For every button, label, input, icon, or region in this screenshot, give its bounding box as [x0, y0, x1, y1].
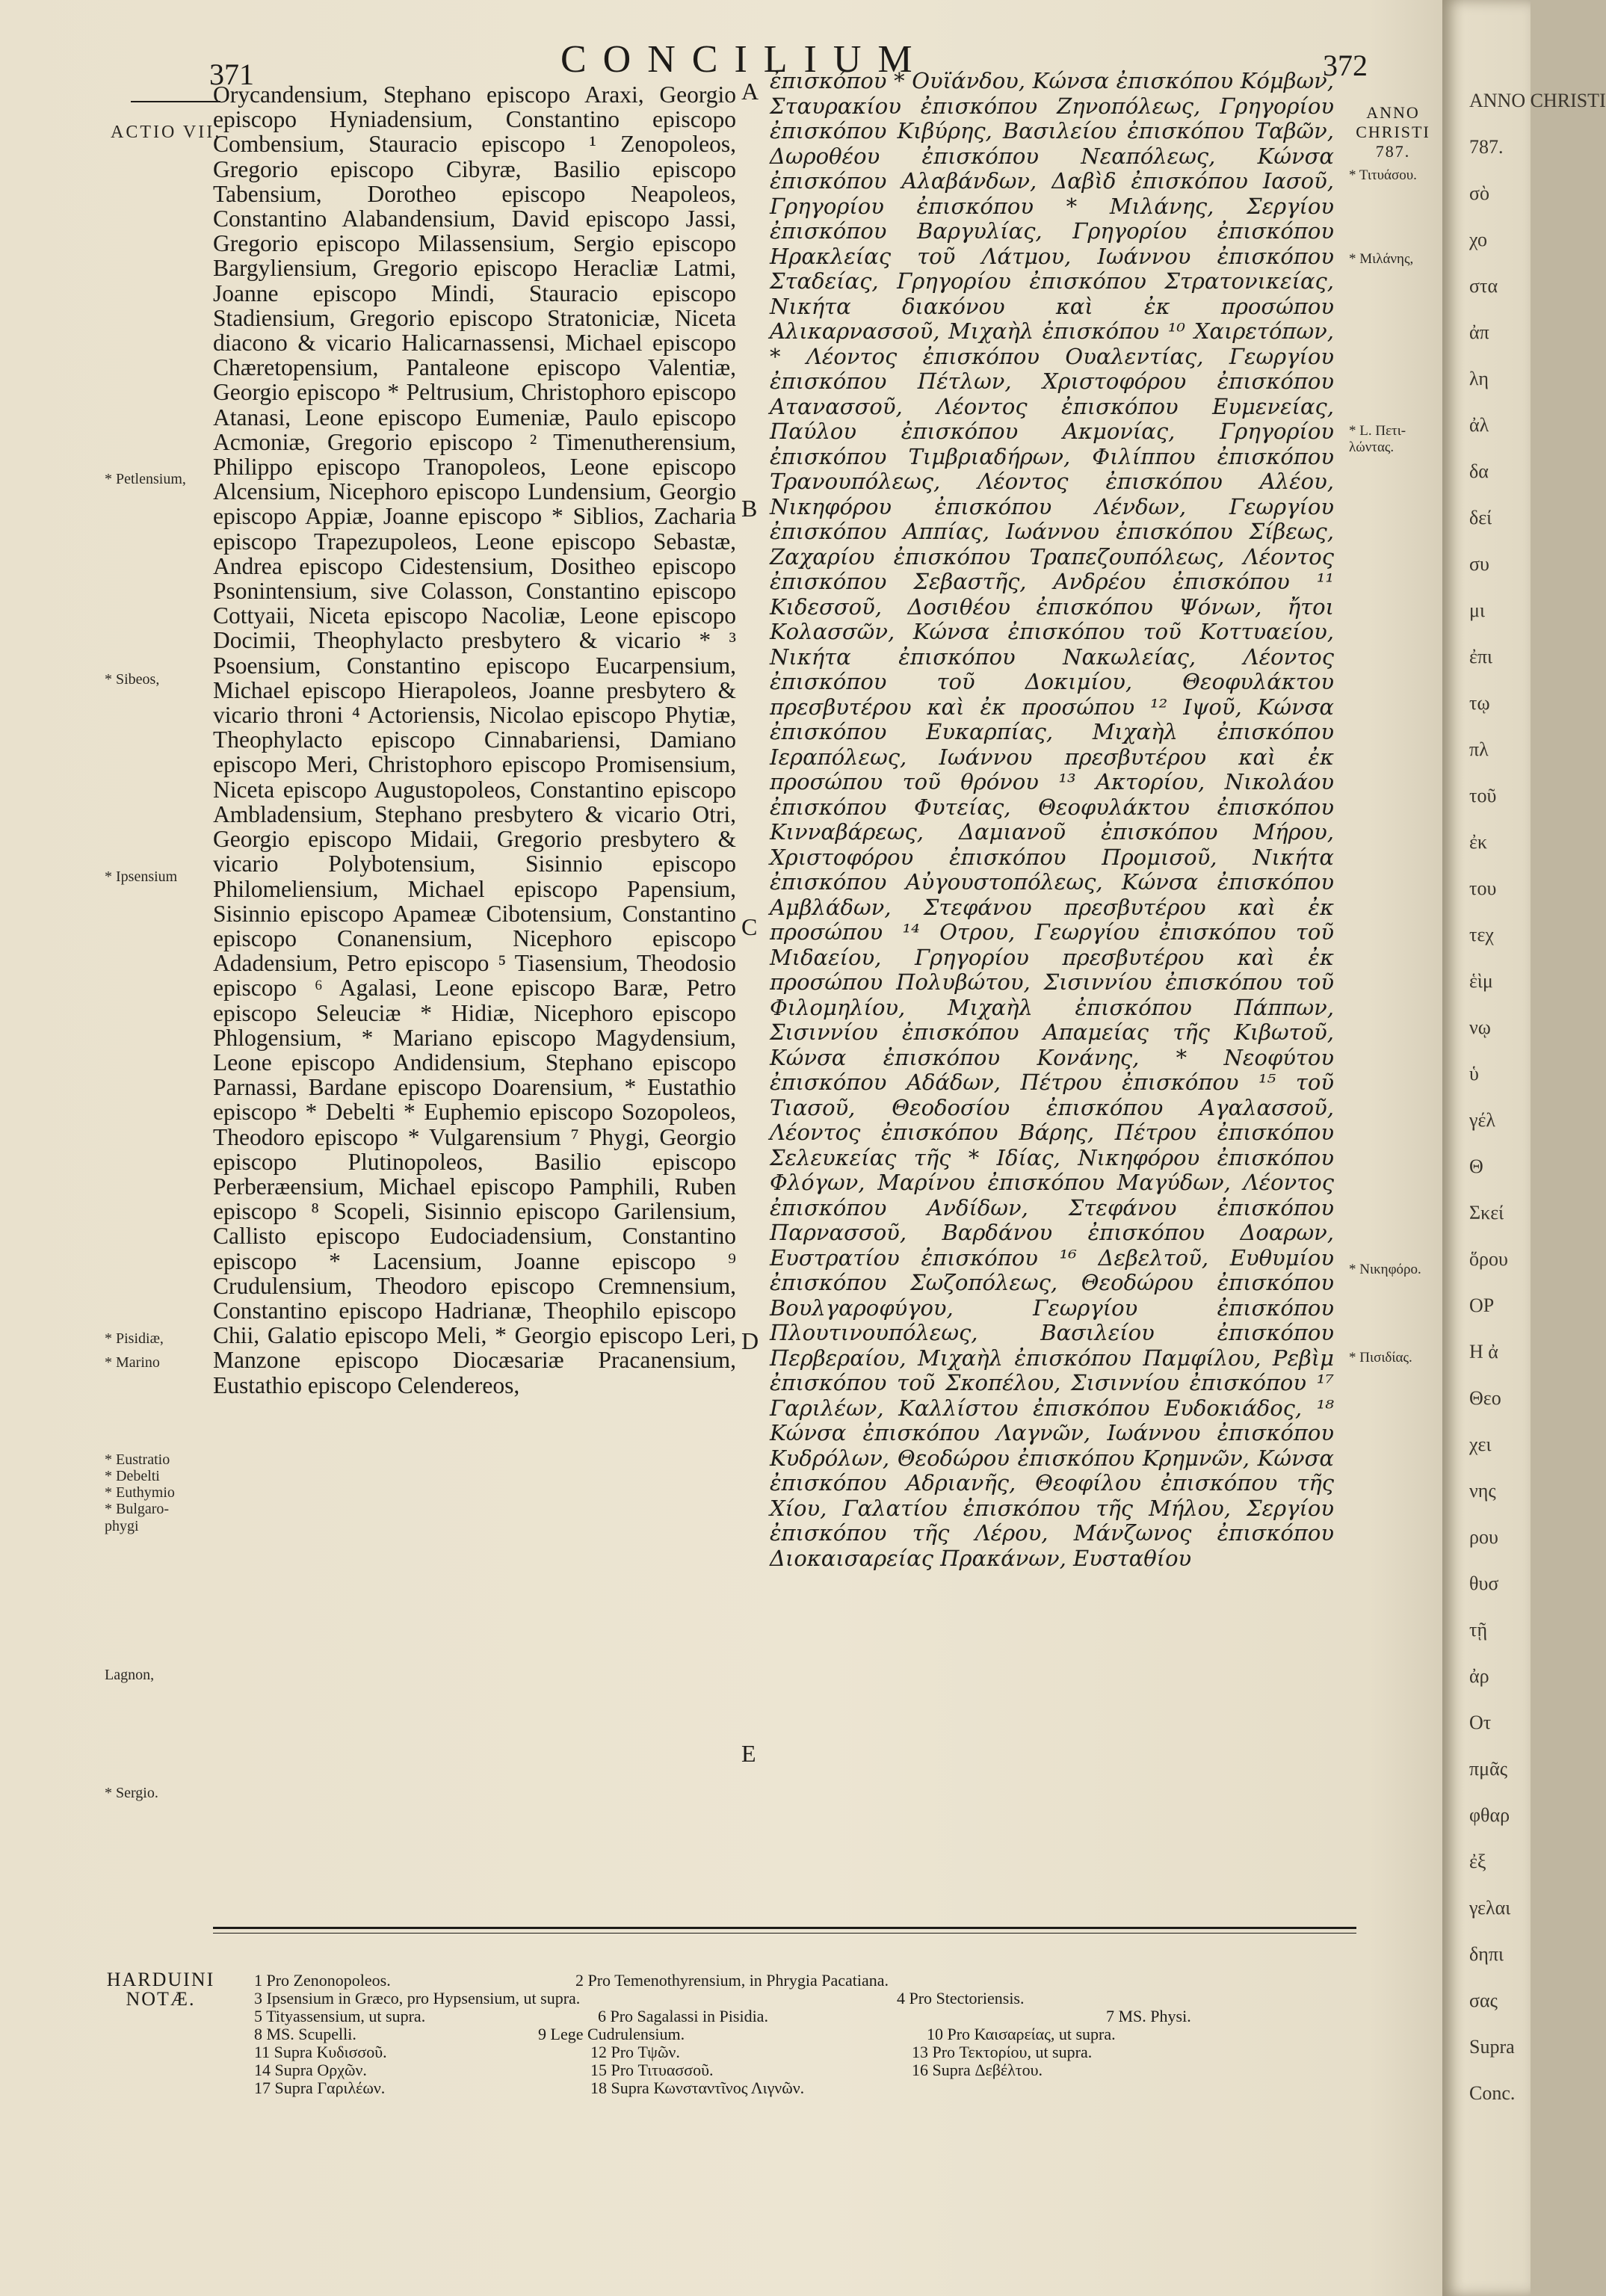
margin-note: * Ipsensium	[105, 868, 178, 885]
margin-note: * Marino	[105, 1354, 160, 1371]
right-page-number: 372	[1323, 49, 1368, 82]
footnotes-label-line: NOTÆ.	[126, 1988, 196, 2010]
facing-page-fragment: τῇ	[1469, 1619, 1488, 1641]
margin-note: * Bulgaro-phygi	[105, 1501, 170, 1534]
facing-page-fragment: 787.	[1469, 136, 1504, 158]
section-letter: B	[741, 495, 758, 522]
facing-page-fragment: ἀρ	[1469, 1665, 1489, 1687]
year-label: 787.	[1375, 142, 1411, 161]
facing-page-fragment: Supra	[1469, 2036, 1515, 2058]
footnote: 4 Pro Stectoriensis.	[897, 1989, 1025, 2008]
footnote: 1 Pro Zenonopoleos.	[254, 1971, 391, 1990]
facing-page-fragment: χο	[1469, 229, 1487, 250]
facing-page-fragment: πμᾶς	[1469, 1758, 1507, 1780]
facing-page-fragment: τεχ	[1469, 924, 1494, 945]
facing-page-fragment: λη	[1469, 368, 1489, 389]
greek-column	[770, 69, 1334, 1571]
anno-christi-box	[1351, 103, 1435, 161]
footnote: 8 MS. Scupelli.	[254, 2025, 356, 2043]
footnote: 9 Lege Cudrulensium.	[538, 2025, 685, 2043]
facing-page-fragment: γελαι	[1469, 1897, 1511, 1919]
section-letter: E	[741, 1740, 756, 1767]
footnote: 16 Supra Δεβέλτου.	[912, 2061, 1043, 2079]
facing-page-fragment: ΟΡ	[1469, 1294, 1495, 1316]
margin-note: * Νικηφόρο.	[1349, 1262, 1421, 1277]
footnote: 17 Supra Γαριλέων.	[254, 2079, 386, 2097]
facing-page-fragment: ρου	[1469, 1526, 1498, 1548]
margin-note: * Eustratio	[105, 1451, 170, 1468]
facing-page-fragment: δεί	[1469, 507, 1492, 528]
acta-label: ACTIO VII.	[111, 123, 222, 142]
section-letter: C	[741, 913, 758, 940]
margin-note: * Euthymio	[105, 1484, 175, 1501]
footnote: 6 Pro Sagalassi in Pisidia.	[598, 2007, 768, 2025]
margin-note: * Pisidiæ,	[105, 1330, 164, 1347]
facing-page-fragment: ἐκ	[1469, 831, 1488, 853]
margin-note: * L. Πετι-λώντας.	[1349, 423, 1406, 455]
facing-page-fragment: πλ	[1469, 738, 1489, 760]
facing-page-fragment: νης	[1469, 1480, 1496, 1502]
footnote: 11 Supra Κυδισσοῦ.	[254, 2043, 387, 2061]
facing-page-fragment: τῳ	[1469, 692, 1490, 714]
margin-note: Lagnon,	[105, 1667, 155, 1683]
footnote: 2 Pro Temenothyrensium, in Phrygia Pacatiana.	[575, 1971, 889, 1990]
facing-page-fragment: μι	[1469, 599, 1485, 621]
footnotes-label-line: HARDUINI	[106, 1969, 215, 1990]
facing-page-fragment: ὅρου	[1469, 1248, 1508, 1270]
facing-page-fragment: ἀπ	[1469, 321, 1489, 343]
facing-page-fragment: ἑὶμ	[1469, 970, 1493, 992]
margin-note: * Sibeos,	[105, 671, 160, 688]
christi-label: CHRISTI	[1356, 123, 1430, 141]
facing-page-fragment: Θεο	[1469, 1387, 1501, 1409]
facing-page-fragment: ἐπι	[1469, 646, 1493, 667]
left-page-number: 371	[209, 58, 254, 91]
facing-page-fragment: ὑ	[1469, 1063, 1479, 1084]
facing-page-fragment: ANNO CHRISTI	[1469, 90, 1606, 111]
footnote: 13 Pro Τεκτορίου, ut supra.	[912, 2043, 1093, 2061]
section-letter: A	[741, 78, 759, 105]
facing-page-fragment: δα	[1469, 460, 1489, 482]
facing-page-fragment: Σκεί	[1469, 1202, 1504, 1223]
margin-note: * Μιλάνης,	[1349, 251, 1414, 267]
header-rule	[131, 101, 220, 102]
greek-text: ἐπισκόπου * Ουϊάνδου, Κώνσα ἐπισκόπου Κόμβων, Σταυρακίου ἐπισκόπου Ζηνοπόλεως, Γρηγορίου ἐπισκόπου Κιβύρης, Βασιλείου ἐπισκόπου Ταβῶν, Δωροθέου ἐπισκόπου Νεαπόλεως, Κώνσα ἐπισκόπου Αλαβάνδων, Δαβὶδ ἐπισκόπου Ιασοῦ, Γρηγορίου ἐπισκόπου * Μιλάνης, Σεργίου ἐπισκόπου Βαργυλίας, Γρηγορίου ἐπισκόπου Ηρακλείας τοῦ Λάτμου, Ιωάννου ἐπισκόπου Σταδείας, Γρηγορίου ἐπισκόπου Στρατονικείας, Νικήτα διακόνου καὶ ἐκ προσώπου Αλικαρνασσοῦ, Μιχαὴλ ἐπισκόπου ¹⁰ Χαιρετόπων, * Λέοντος ἐπισκόπου Ουαλεντίας, Γεωργίου ἐπισκόπου Πέτλων, Χριστοφόρου ἐπισκόπου Ατανασσοῦ, Λέοντος ἐπισκόπου Ευμενείας, Παύλου ἐπισκόπου Ακμονίας, Γρηγορίου ἐπισκόπου Τιμβριαδήρων, Φιλίππου ἐπισκόπου Τρανουπόλεως, Λέοντος ἐπισκόπου Αλέου, Νικηφόρου ἐπισκόπου Λένδων, Γεωργίου ἐπισκόπου Αππίας, Ιωάννου ἐπισκόπου Σίβεως, Ζαχαρίου ἐπισκόπου Τραπεζουπόλεως, Λέοντος ἐπισκόπου Σεβαστῆς, Ανδρέου ἐπισκόπου ¹¹ Κιδεσσοῦ, Δοσιθέου ἐπισκόπου Ψόνων, ἤτοι Κολασσῶν, Κώνσα ἐπισκόπου τοῦ Κοττυαείου, Νικήτα ἐπισκόπου Νακωλείας, Λέοντος ἐπισκόπου τοῦ Δοκιμίου, Θεοφυλάκτου πρεσβυτέρου καὶ ἐκ προσώπου ¹² Ιψοῦ, Κώνσα ἐπισκόπου Ευκαρπίας, Μιχαὴλ ἐπισκόπου Ιεραπόλεως, Ιωάννου πρεσβυτέρου καὶ ἐκ προσώπου τοῦ θρόνου ¹³ Ακτορίου, Νικολάου ἐπισκόπου Φυτείας, Θεοφυλάκτου ἐπισκόπου Κινναβάρεως, Δαμιανοῦ ἐπισκόπου Μήρου, Χριστοφόρου ἐπισκόπου Προμισοῦ, Νικήτα ἐπισκόπου Αὐγουστοπόλεως, Κώνσα ἐπισκόπου Αμβλάδων, Στεφάνου πρεσβυτέρου καὶ ἐκ προσώπου ¹⁴ Οτρου, Γεωργίου ἐπισκόπου τοῦ Μιδαείου, Γρηγορίου πρεσβυτέρου καὶ ἐκ προσώπου Πολυβώτου, Σισιννίου ἐπισκόπου τοῦ Φιλομηλίου, Μιχαὴλ ἐπισκόπου Πάππων, Σισιννίου ἐπισκόπου Απαμείας τῆς Κιβωτοῦ, Κώνσα ἐπισκόπου Κονάνης, * Νεοφύτου ἐπισκόπου Αδάδων, Πέτρου ἐπισκόπου ¹⁵ τοῦ Τιασοῦ, Θεοδοσίου ἐπισκόπου Αγαλασσοῦ, Λέοντος ἐπισκόπου Βάρης, Πέτρου ἐπισκόπου Σελευκείας τῆς * Ιδίας, Νικηφόρου ἐπισκόπου Φλόγων, Μαρίνου ἐπισκόπου Μαγύδων, Λέοντος ἐπισκόπου Ανδίδων, Στεφάνου ἐπισκόπου Παρνασσοῦ, Βαρδάνου ἐπισκόπου Δοαρων, Ευστρατίου ἐπισκόπου ¹⁶ Δεβελτοῦ, Ευθυμίου ἐπισκόπου Σωζοπόλεως, Θεοδώρου ἐπισκόπου Βουλγαροφύγου, Γεωργίου ἐπισκόπου Πλουτινουπόλεως, Βασιλείου ἐπισκόπου Περβεραίου, Μιχαὴλ ἐπισκόπου Παμφίλου, Ρεβὶμ ἐπισκόπου τοῦ Σκοπέλου, Σισιννίου ἐπισκόπου ¹⁷ Γαριλέων, Καλλίστου ἐπισκόπου Ευδοκιάδος, ¹⁸ Κώνσα ἐπισκόπου Λαγνῶν, Ιωάννου ἐπισκόπου Κυδρόλων, Θεοδώρου ἐπισκόπου Κρημνῶν, Κώνσα ἐπισκόπου Αδριανῆς, Θεοφίλου ἐπισκόπου τῆς Χίου, Γαλατίου ἐπισκόπου τῆς Μήλου, Σεργίου ἐπισκόπου τῆς Λέρου, Μάνζωνος ἐπισκόπου Διοκαισαρείας Πρακάνων, Ευσταθίου	[770, 68, 1334, 1571]
footnote: 12 Pro Τψῶν.	[590, 2043, 680, 2061]
facing-page-fragment: σὸ	[1469, 182, 1490, 204]
facing-page-fragments	[1442, 90, 1606, 2129]
facing-page-fragment: Conc.	[1469, 2082, 1516, 2104]
facing-page-fragment: του	[1469, 877, 1497, 899]
text-divider-thin	[213, 1933, 1356, 1934]
text-divider	[213, 1927, 1356, 1929]
margin-note: * Sergio.	[105, 1785, 158, 1801]
facing-page-fragment: ἀλ	[1469, 414, 1489, 436]
latin-column	[213, 82, 736, 1398]
facing-page-fragment: χει	[1469, 1434, 1492, 1455]
margin-note: * Debelti	[105, 1468, 160, 1484]
section-letter: D	[741, 1327, 759, 1354]
facing-page-edge	[1442, 0, 1606, 2296]
facing-page-fragment: γέλ	[1469, 1109, 1496, 1131]
facing-page-fragment: σας	[1469, 1990, 1498, 2011]
facing-page-fragment: Οτ	[1469, 1712, 1492, 1733]
facing-page-fragment: Θ	[1469, 1155, 1483, 1177]
facing-page-fragment: δηπι	[1469, 1943, 1504, 1965]
anno-label: ANNO	[1366, 103, 1420, 122]
footnote: 14 Supra Ορχῶν.	[254, 2061, 367, 2079]
running-title: CONCILIUM	[560, 38, 929, 81]
margin-note: * Πισιδίας.	[1349, 1350, 1412, 1365]
latin-text: Orycandensium, Stephano episcopo Araxi, Georgio episcopo Hyniadensium, Constantino episcopo Combensium, Stauracio episcopo ¹ Zenopoleos, Gregorio episcopo Cibyræ, Basilio episcopo Tabensium, Dorotheo episcopo Neapoleos, Constantino Alabandensium, David episcopo Jassi, Gregorio episcopo Milassensium, Sergio episcopo Bargyliensium, Gregorio episcopo Heracliæ Latmi, Joanne episcopo Mindi, Stauracio episcopo Stadiensium, Gregorio episcopo Stratoniciæ, Niceta diacono & vicario Halicarnassensi, Michael episcopo Chæretopensium, Pantaleone episcopo Valentiæ, Georgio episcopo * Peltrusium, Christophoro episcopo Atanasi, Leone episcopo Eumeniæ, Paulo episcopo Acmoniæ, Gregorio episcopo ² Timenutherensium, Philippo episcopo Tranopoleos, Leone episcopo Alcensium, Nicephoro episcopo Lundensium, Georgio episcopo Appiæ, Joanne episcopo * Siblios, Zacharia episcopo Trapezupoleos, Leone episcopo Sebastæ, Andrea episcopo Cidestensium, Dositheo episcopo Psonintensium, sive Colasson, Constantino episcopo Cottyaii, Niceta episcopo Nacoliæ, Leone episcopo Docimii, Theophylacto presbytero & vicario * ³ Psoensium, Constantino episcopo Eucarpensium, Michael episcopo Hierapoleos, Joanne presbytero & vicario throni ⁴ Actoriensis, Nicolao episcopo Phytiæ, Theophylacto episcopo Cinnabariensi, Damiano episcopo Meri, Christophoro episcopo Promisensium, Niceta episcopo Augustopoleos, Constantino episcopo Ambladensium, Stephano presbytero & vicario Otri, Georgio episcopo Midaii, Gregorio presbytero & vicario Polybotensium, Sisinnio episcopo Philomeliensium, Michael episcopo Papensium, Sisinnio episcopo Apameæ Cibotensium, Constantino episcopo Conanensium, Nicephoro episcopo Adadensium, Petro episcopo ⁵ Tiasensium, Theodosio episcopo ⁶ Agalasi, Leone episcopo Baræ, Petro episcopo Seleuciæ * Hidiæ, Nicephoro episcopo Phlogensium, * Mariano episcopo Magydensium, Leone episcopo Andidensium, Stephano episcopo Parnassi, Bardane episcopo Doarensium, * Eustathio episcopo * Debelti * Euphemio episcopo Sozopoleos, Theodoro episcopo * Vulgarensium ⁷ Phygi, Georgio episcopo Plutinopoleos, Basilio episcopo Perberæensium, Michael episcopo Pamphili, Ruben episcopo ⁸ Scopeli, Sisinnio episcopo Garilensium, Callisto episcopo Eudociadensium, Constantino episcopo * Lacensium, Joanne episcopo ⁹ Crudulensium, Theodoro episcopo Cremnensium, Constantino episcopo Hadrianæ, Theophilo episcopo Chii, Galatio episcopo Meli, * Georgio episcopo Leri, Manzone episcopo Diocæsariæ Pracanensium, Eustathio episcopo Celendereos,	[213, 81, 736, 1398]
facing-page-fragment: θυσ	[1469, 1573, 1499, 1594]
facing-page-fragment: Η ἀ	[1469, 1341, 1498, 1363]
facing-page-fragment: νῳ	[1469, 1016, 1491, 1038]
footnotes-label	[105, 1970, 217, 2009]
facing-page-fragment: ἐξ	[1469, 1851, 1486, 1872]
facing-page-fragment: φθαρ	[1469, 1804, 1510, 1826]
facing-page-fragment: συ	[1469, 553, 1489, 575]
footnote: 10 Pro Καισαρείας, ut supra.	[927, 2025, 1116, 2043]
margin-note: * Τιτυάσου.	[1349, 167, 1417, 183]
footnote: 3 Ipsensium in Græco, pro Hypsensium, ut supra.	[254, 1989, 581, 2008]
facing-page-fragment: στα	[1469, 275, 1498, 297]
facing-page-fragment: τοῦ	[1469, 785, 1497, 806]
footnote: 15 Pro Τιτυασσοῦ.	[590, 2061, 714, 2079]
footnote: 7 MS. Physi.	[1106, 2007, 1191, 2025]
footnote: 5 Tityassensium, ut supra.	[254, 2007, 426, 2025]
footnote: 18 Supra Κωνσταντῖνος Λιγνῶν.	[590, 2079, 805, 2097]
margin-note: * Petlensium,	[105, 471, 186, 487]
